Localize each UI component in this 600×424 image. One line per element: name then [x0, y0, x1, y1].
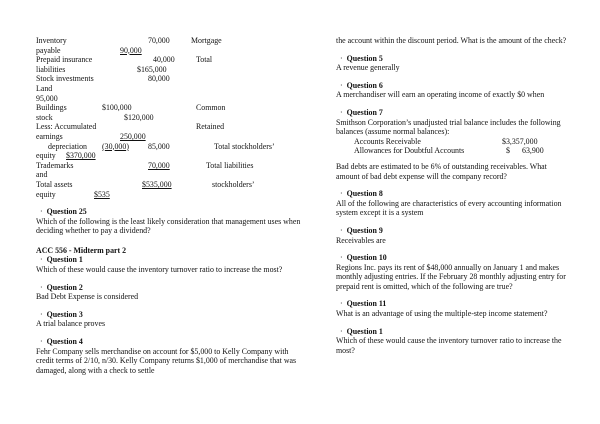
balance-row	[36, 65, 306, 75]
balance-row	[36, 36, 306, 46]
balance-cell: Trademarks	[36, 160, 74, 170]
balance-row	[36, 74, 306, 84]
question-heading: · Question 7	[340, 107, 383, 117]
right-column	[336, 36, 568, 355]
balance-cell: $100,000	[102, 103, 132, 113]
question-heading: · Question 11	[340, 299, 387, 309]
balance-cell: $535,000	[142, 179, 172, 189]
balance-cell: 70,000	[148, 36, 170, 45]
question-text: A merchandiser will earn an operating income of exactly $0 when	[336, 90, 545, 100]
question-label: Question 1	[346, 326, 383, 336]
question-text: A revenue generally	[336, 63, 400, 73]
question-text: Which of the following is the least likely consideration that management uses when deciding whether to pay a dividend?	[36, 216, 301, 236]
balance-cell: 40,000	[153, 55, 175, 65]
balance-cell: 95,000	[36, 93, 58, 103]
balance-cell: $370,000	[66, 151, 96, 161]
question-heading: · Question 25	[40, 207, 87, 217]
balance-row	[36, 180, 306, 190]
question-text: Bad Debt Expense is considered	[36, 292, 139, 302]
balance-cell: equity	[36, 189, 56, 199]
question-heading: · Question 8	[340, 189, 383, 199]
question-text: Fehr Company sells merchandise on account for $5,000 to Kelly Company with credit terms of 2/10, n/30. Kelly Company returns $1,000 of merchandise that was damaged, along with a check to settle	[36, 346, 297, 375]
balance-cell: Buildings	[36, 103, 67, 113]
account-currency: $	[506, 146, 510, 156]
left-column	[36, 36, 306, 375]
balance-row	[36, 142, 306, 152]
balance-row	[36, 151, 306, 161]
question-heading: · Question 2	[40, 282, 83, 292]
balance-cell: Total	[196, 55, 213, 65]
balance-cell: Total stockholders’	[214, 141, 275, 151]
trial-balance-row	[336, 137, 568, 147]
balance-sheet	[36, 36, 306, 199]
question-label: Question 4	[46, 337, 83, 347]
trial-balance-row	[336, 146, 568, 156]
balance-cell: (30,000)	[102, 141, 129, 151]
question-text: Smithson Corporation’s unadjusted trial balance includes the following balances (assume normal balances):	[336, 117, 561, 137]
account-value: 63,900	[522, 146, 544, 156]
question-text: Regions Inc. pays its rent of $48,000 annually on January 1 and makes monthly adjusting entries. If the February 28 monthly adjusting entry for prepaid rent is omitted, which of the following are true?	[336, 262, 566, 291]
account-label: Allowances for Doubtful Accounts	[354, 146, 465, 156]
question-text: Bad debts are estimated to be 6% of outstanding receivables. What amount of bad debt expense will the company record?	[336, 161, 547, 181]
question-text: What is an advantage of using the multiple-step income statement?	[336, 309, 548, 319]
balance-cell: stock	[36, 112, 53, 122]
question-label: Question 9	[346, 225, 383, 235]
question-label: Question 11	[346, 299, 387, 309]
balance-cell: Common	[196, 103, 226, 113]
question-label: Question 3	[46, 309, 83, 319]
balance-cell: Stock investments	[36, 74, 94, 84]
balance-cell: Land	[36, 83, 53, 93]
balance-row	[36, 84, 306, 94]
balance-row	[36, 55, 306, 65]
balance-cell: earnings	[36, 131, 63, 141]
question-label: Question 5	[346, 53, 383, 63]
balance-row	[36, 132, 306, 142]
question-label: Question 25	[46, 207, 87, 217]
balance-cell: Total liabilities	[206, 160, 254, 170]
balance-cell: payable	[36, 45, 61, 55]
balance-row	[36, 190, 306, 200]
account-value: $3,357,000	[502, 136, 538, 146]
balance-cell: Less: Accumulated	[36, 122, 97, 132]
account-label: Accounts Receivable	[354, 136, 421, 146]
question-text: A trial balance proves	[36, 319, 106, 329]
balance-row	[36, 161, 306, 171]
balance-row	[36, 94, 306, 104]
balance-cell: Mortgage	[191, 36, 222, 45]
question-text: Receivables are	[336, 235, 386, 245]
balance-row	[36, 46, 306, 56]
question-text: the account within the discount period. What is the amount of the check?	[336, 36, 567, 45]
balance-cell: liabilities	[36, 64, 66, 74]
balance-cell: $120,000	[124, 112, 154, 122]
balance-cell: Prepaid insurance	[36, 55, 93, 65]
balance-row	[36, 122, 306, 132]
balance-cell: 85,000	[148, 141, 170, 151]
question-label: Question 8	[346, 189, 383, 199]
question-heading: · Question 6	[340, 80, 383, 90]
question-heading: · Question 10	[340, 253, 387, 263]
question-label: Question 1	[46, 255, 83, 265]
question-text: Which of these would cause the inventory turnover ratio to increase the most?	[36, 265, 283, 275]
question-label: Question 7	[346, 107, 383, 117]
question-heading: · Question 1	[40, 255, 83, 265]
balance-cell: Total assets	[36, 179, 73, 189]
balance-cell: Retained	[196, 122, 225, 132]
question-heading: · Question 9	[340, 225, 383, 235]
question-label: Question 6	[346, 80, 383, 90]
question-heading: · Question 3	[40, 309, 83, 319]
balance-row	[36, 113, 306, 123]
balance-row	[36, 103, 306, 113]
section-title: ACC 556 - Midterm part 2	[36, 245, 127, 255]
balance-cell: equity	[36, 151, 56, 161]
balance-cell: $535	[94, 189, 110, 199]
balance-cell: Inventory	[36, 36, 67, 45]
balance-cell: 90,000	[120, 45, 142, 55]
balance-row	[36, 170, 306, 180]
question-heading: · Question 5	[340, 53, 383, 63]
balance-cell: and	[36, 170, 48, 180]
balance-cell: 250,000	[120, 131, 146, 141]
question-heading: · Question 1	[340, 326, 383, 336]
question-heading: · Question 4	[40, 337, 83, 347]
balance-cell: 80,000	[148, 74, 170, 84]
question-label: Question 2	[46, 282, 83, 292]
question-text: All of the following are characteristics of every accounting information system except it is a system	[336, 198, 562, 218]
balance-cell: 70,000	[148, 160, 170, 170]
balance-cell: $165,000	[137, 64, 167, 74]
question-text: Which of these would cause the inventory turnover ratio to increase the most?	[336, 336, 562, 355]
question-label: Question 10	[346, 253, 387, 263]
balance-cell: depreciation	[48, 141, 87, 151]
balance-cell: stockholders’	[212, 179, 255, 189]
